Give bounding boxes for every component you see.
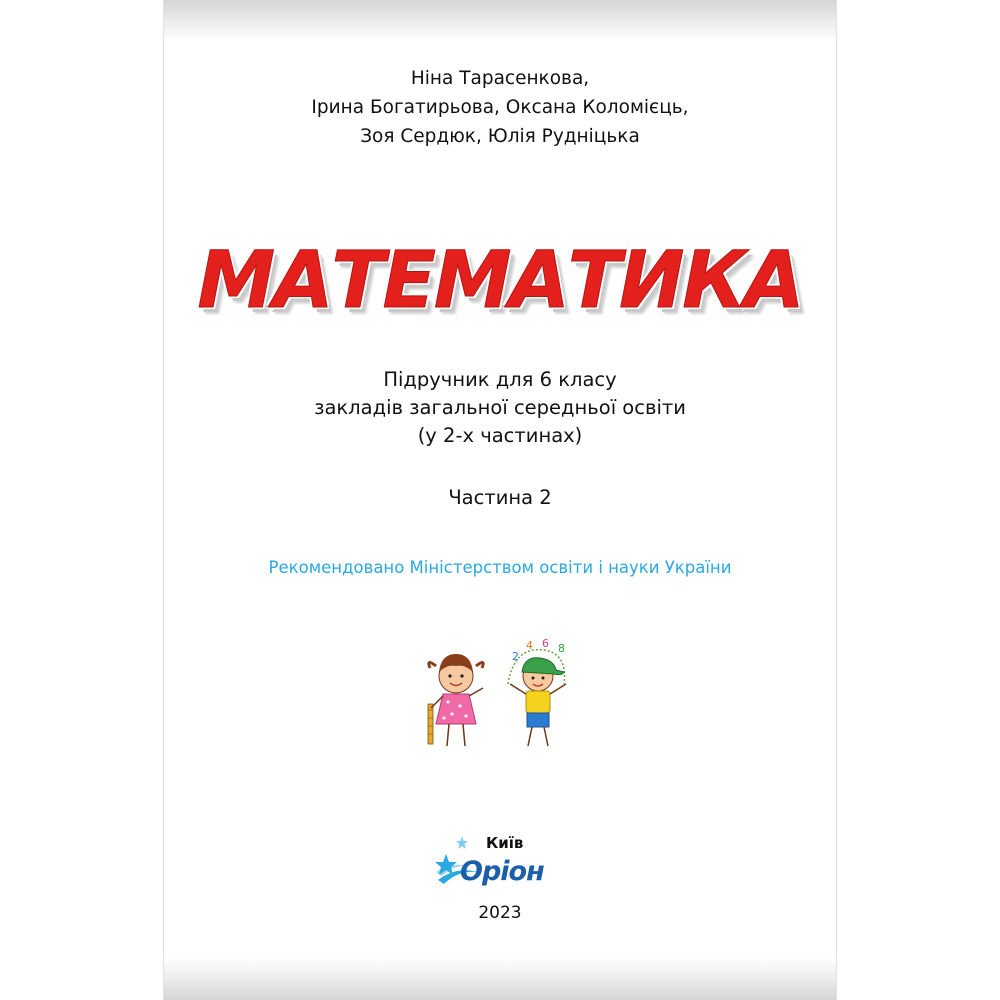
authors — [164, 64, 836, 151]
girl-figure — [428, 654, 483, 746]
book-cover-page — [164, 0, 836, 1000]
author-line: Ірина Богатирьова, Оксана Коломієць, — [311, 97, 689, 118]
book-subtitle — [164, 366, 836, 450]
publisher-city: Київ — [486, 834, 524, 852]
book-title: МАТЕМАТИКА — [197, 236, 803, 326]
publisher-name: Оріон — [460, 856, 544, 887]
digit-mark: 8 — [558, 642, 565, 655]
digit-mark: 2 — [512, 650, 519, 663]
boy-figure — [508, 637, 566, 746]
subtitle-line: (у 2-х частинах) — [417, 424, 583, 447]
subtitle-line: закладів загальної середньої освіти — [314, 396, 686, 419]
recommendation-note: Рекомендовано Міністерством освіти і науки України — [268, 558, 732, 577]
author-line: Ніна Тарасенкова, — [410, 68, 590, 89]
author-line: Зоя Сердюк, Юлія Рудніцька — [360, 126, 640, 147]
children-illustration — [416, 630, 576, 755]
subtitle-line: Підручник для 6 класу — [383, 368, 617, 391]
part-label: Частина 2 — [448, 486, 552, 509]
digit-mark: 4 — [526, 639, 533, 652]
digit-mark: 6 — [542, 637, 549, 650]
publication-year: 2023 — [478, 903, 522, 923]
